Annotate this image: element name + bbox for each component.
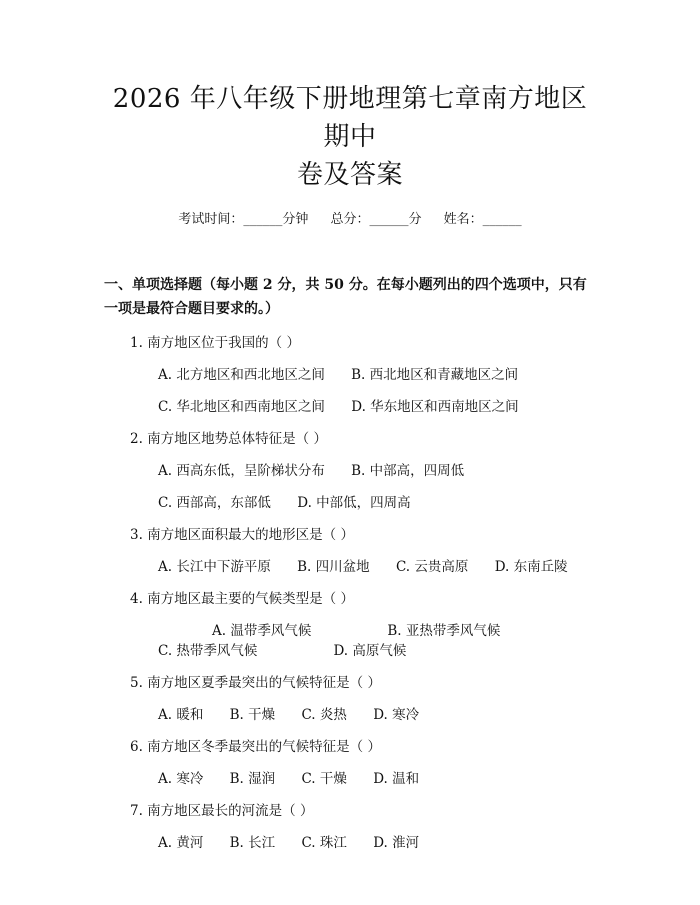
option-d: D. 高原气候	[333, 643, 407, 659]
option-c: C. 珠江	[301, 835, 347, 851]
question-options	[104, 769, 596, 789]
option-a: A. 温带季风气候	[212, 623, 312, 639]
question-stem: 2. 南方地区地势总体特征是（ ）	[130, 431, 327, 447]
student-name-field: 姓名：______	[443, 212, 522, 227]
question-options	[104, 493, 596, 513]
title-line-2: 卷及答案	[296, 160, 403, 190]
option-b: B. 干燥	[229, 707, 276, 723]
section-heading-single-choice: 一、单项选择题（每小题 2 分，共 50 分。在每小题列出的四个选项中，只有一项是最符合题目要求的。）	[104, 277, 587, 317]
option-d: D. 淮河	[373, 835, 420, 851]
exam-meta	[104, 210, 596, 230]
option-b: B. 长江	[229, 835, 276, 851]
question-options	[104, 621, 596, 661]
option-b: B. 四川盆地	[297, 559, 370, 575]
option-c: C. 华北地区和西南地区之间	[158, 399, 325, 415]
option-a: A. 黄河	[158, 835, 204, 851]
option-c: C. 干燥	[301, 771, 347, 787]
option-d: D. 中部低，四周高	[297, 495, 411, 511]
total-score-field: 总分：______分	[330, 212, 422, 227]
option-c: C. 西部高，东部低	[158, 495, 271, 511]
option-c: C. 云贵高原	[395, 559, 469, 575]
title-line-1: 2026 年八年级下册地理第七章南方地区期中	[112, 84, 588, 152]
option-b: B. 中部高，四周低	[351, 463, 465, 479]
option-c: C. 炎热	[301, 707, 347, 723]
question-options	[104, 557, 596, 577]
option-b: B. 湿润	[229, 771, 276, 787]
question-options	[104, 365, 596, 385]
option-d: D. 寒冷	[373, 707, 420, 723]
question-stem: 3. 南方地区面积最大的地形区是（ ）	[130, 527, 354, 543]
question-options	[104, 397, 596, 417]
question-stem: 6. 南方地区冬季最突出的气候特征是（ ）	[130, 739, 381, 755]
question-options	[104, 833, 596, 853]
option-a: A. 寒冷	[158, 771, 204, 787]
option-a: A. 西高东低，呈阶梯状分布	[158, 463, 325, 479]
option-c: C. 热带季风气候	[158, 643, 258, 659]
page-title	[104, 80, 596, 194]
question-stem: 5. 南方地区夏季最突出的气候特征是（ ）	[130, 675, 381, 691]
option-a: A. 暖和	[158, 707, 204, 723]
question-stem: 7. 南方地区最长的河流是（ ）	[130, 803, 314, 819]
question-stem: 1. 南方地区位于我国的（ ）	[130, 335, 300, 351]
question-stem: 4. 南方地区最主要的气候类型是（ ）	[130, 591, 354, 607]
option-a: A. 北方地区和西北地区之间	[158, 367, 325, 383]
exam-time-field: 考试时间：______分钟	[178, 212, 309, 227]
option-b: B. 亚热带季风气候	[387, 623, 501, 639]
question-options	[104, 705, 596, 725]
option-a: A. 长江中下游平原	[158, 559, 271, 575]
option-d: D. 东南丘陵	[494, 559, 568, 575]
option-d: D. 温和	[373, 771, 420, 787]
option-d: D. 华东地区和西南地区之间	[351, 399, 519, 415]
option-b: B. 西北地区和青藏地区之间	[351, 367, 519, 383]
question-options	[104, 461, 596, 481]
